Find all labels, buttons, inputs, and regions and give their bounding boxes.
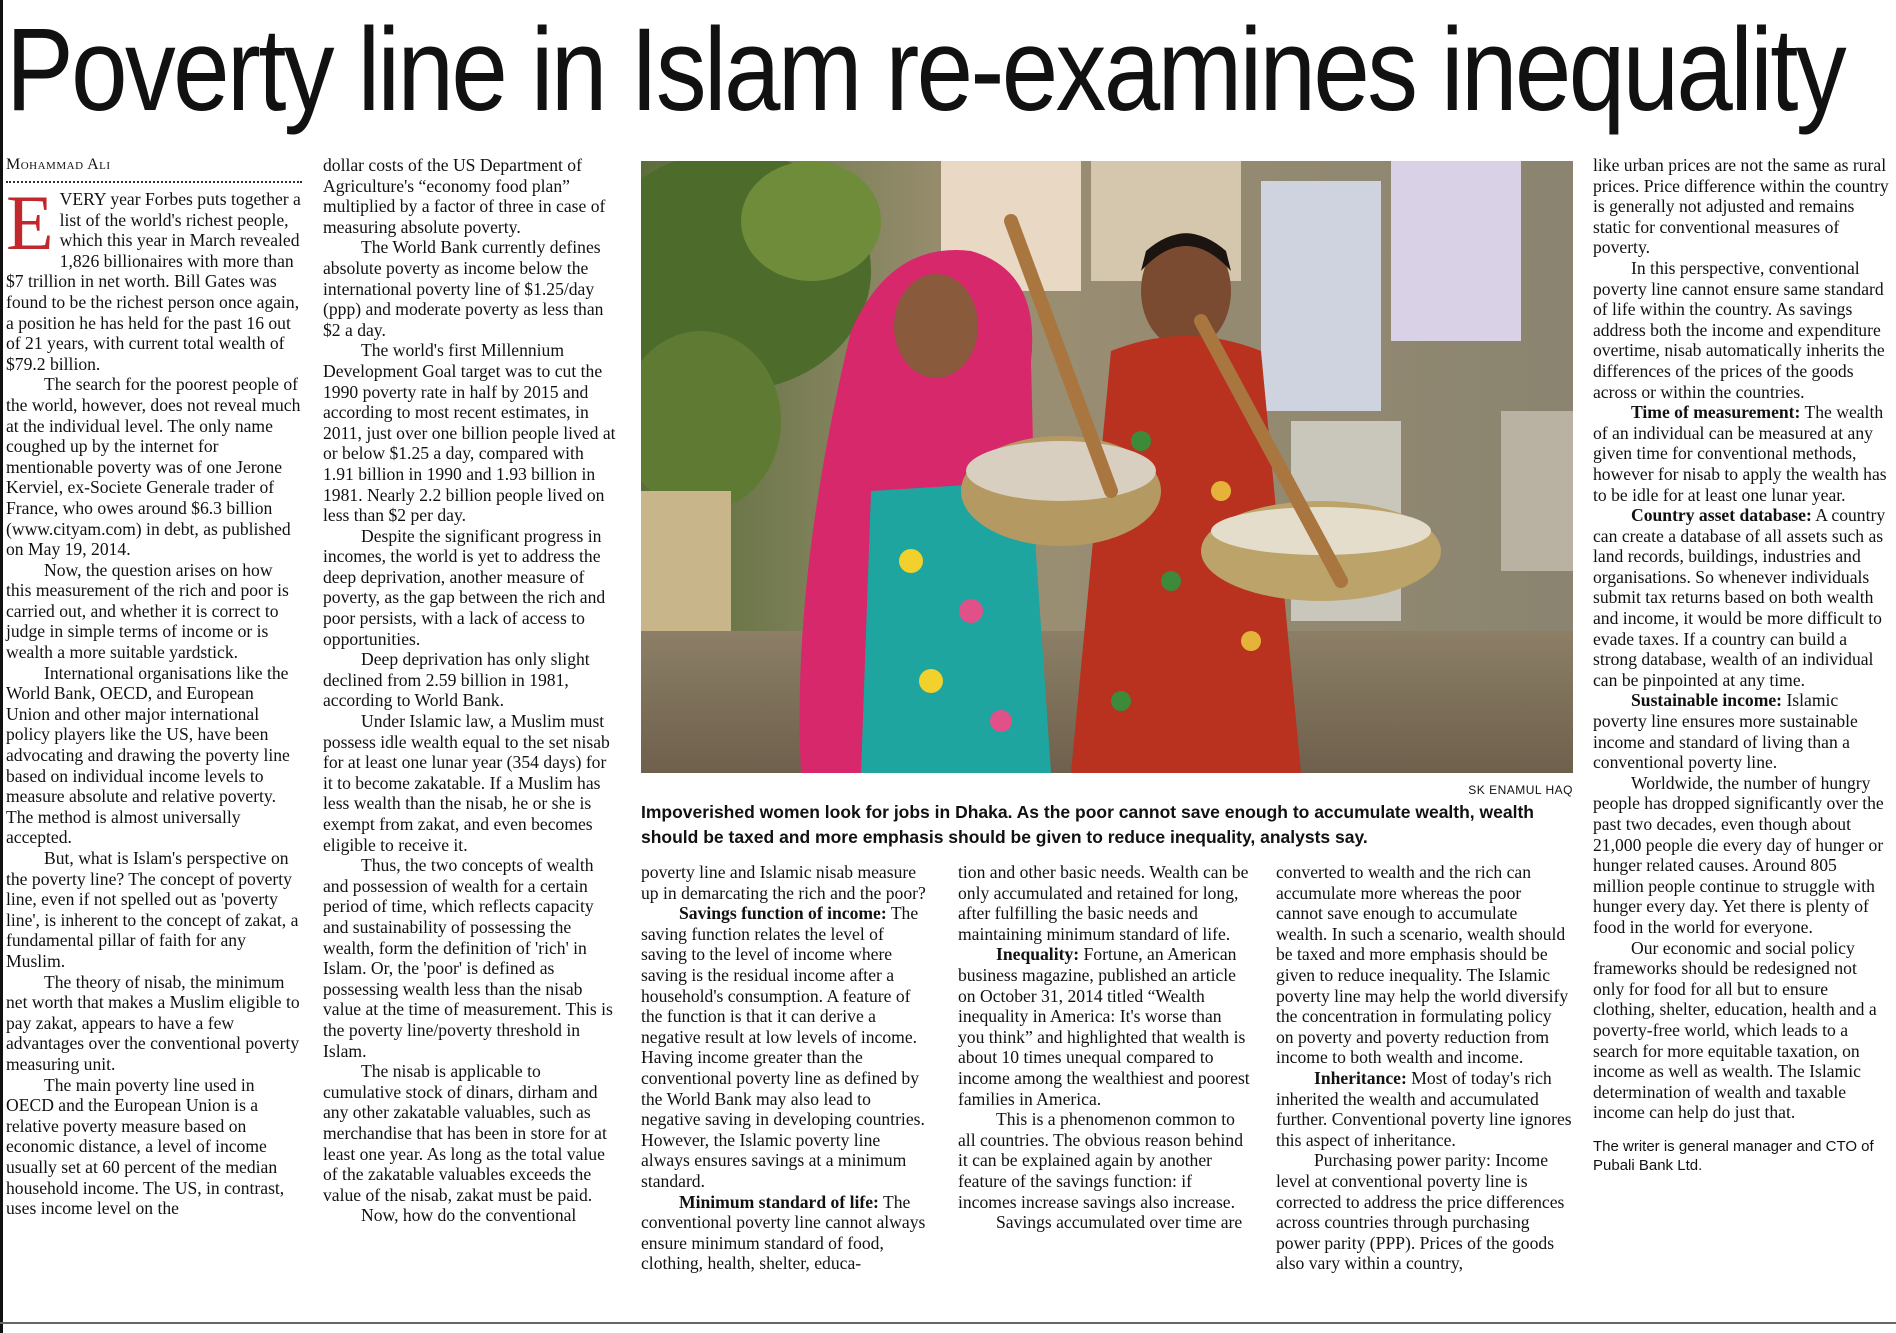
subhead: Minimum standard of life: [679, 1191, 879, 1212]
paragraph: Inheritance: Most of today's rich inherited the wealth and accumulated further. Conventional poverty line ignores this aspect of inheritance. [1276, 1067, 1572, 1150]
paragraph: The search for the poorest people of the world, however, does not reveal much at the individual level. The only name coughed up by the internet for mentionable poverty was of one Jerone Kerviel, ex-Societe Generale trader of France, who owes around $6.3 billion (www.cityam.com) in debt, as published on May 19, 2014. [6, 374, 301, 560]
subhead: Savings function of income: [679, 903, 887, 924]
paragraph: In this perspective, conventional poverty line cannot ensure same standard of life within the country. As savings address both the income and expenditure overtime, nisab automatically inherits the differences of the prices of the goods across or within the countries. [1593, 257, 1885, 402]
subhead: Inequality: [996, 944, 1080, 965]
paragraph: like urban prices are not the same as rural prices. Price difference within the country is generally not adjusted and remains static for conventional measures of poverty. [1593, 155, 1889, 258]
column-6 [1593, 155, 1890, 1175]
subhead: Inheritance: [1314, 1067, 1407, 1088]
paragraph: Purchasing power parity: Income level at conventional poverty line is corrected to address the price differences across countries through purchasing power parity (PPP). Prices of the goods also vary within a country, [1276, 1150, 1565, 1274]
paragraph: Sustainable income: Islamic poverty line ensures more sustainable income and standard of living than a conventional poverty line. [1593, 690, 1858, 773]
photo-credit: SK ENAMUL HAQ [1468, 783, 1573, 797]
paragraph: The world's first Millennium Development Goal target was to cut the 1990 poverty rate in half by 2015 and according to most recent estimates, in 2011, just over one billion people lived at or below $1.25 a day, compared with 1.91 billion in 1990 and 1.93 billion in 1981. Nearly 2.2 billion people lived on less than $2 per day. [323, 340, 616, 526]
paragraph: Inequality: Fortune, an American business magazine, published an article on October 31, 2014 titled “Wealth inequality in America: It's worse than you think” and highlighted that wealth is about 10 times unequal compared to income among the wealthiest and poorest families in America. [958, 944, 1250, 1109]
paragraph: Now, how do the conventional [361, 1205, 577, 1226]
paragraph: International organisations like the World Bank, OECD, and European Union and other major international policy players like the US, have been advocating and drawing the poverty line based on individual income levels to measure absolute and relative poverty. The method is almost universally accepted. [6, 662, 290, 848]
column-5 [1276, 862, 1572, 1274]
paragraph: This is a phenomenon common to all countries. The obvious reason behind it can be explained again by another feature of the savings function: if incomes increase savings also increase. [958, 1109, 1244, 1212]
paragraph: The main poverty line used in OECD and the European Union is a relative poverty measure based on economic distance, a level of income usually set at 60 percent of the median household income. The US, in contrast, uses income level on the [6, 1074, 285, 1219]
paragraph: The nisab is applicable to cumulative stock of dinars, dirham and any other zakatable valuables, such as merchandise that has been in store for at least one year. As long as the total value of the zakatable valuables exceeds the value of the nisab, zakat must be paid. [323, 1061, 607, 1205]
paragraph: Time of measurement: The wealth of an individual can be measured at any given time for conventional methods, however for nisab to apply the wealth has to be idle for at least one lunar year. [1593, 402, 1887, 505]
paragraph: Savings accumulated over time are [996, 1212, 1243, 1233]
subhead: Time of measurement: [1631, 402, 1801, 423]
paragraph: Worldwide, the number of hungry people has dropped significantly over the past two decades, even though about 21,000 people die every day of hunger or hunger related causes. Around 805 million people continue to struggle with hunger every day. Yet there is plenty of food in the world for everyone. [1593, 772, 1884, 937]
paragraph: converted to wealth and the rich can accumulate more whereas the poor cannot save enough to accumulate wealth. In such a scenario, wealth should be taxed and more emphasis should be given to reduce inequality. The Islamic poverty line may help the world diversify the concentration in formulating policy on poverty and poverty reduction from income to both wealth and income. [1276, 862, 1569, 1068]
page-bottom-rule [0, 1322, 1896, 1324]
paragraph: tion and other basic needs. Wealth can be only accumulated and retained for long, after fulfilling the basic needs and maintaining minimum standard of life. [958, 862, 1249, 944]
subhead: Country asset database: [1631, 505, 1812, 526]
byline: Mohammad Ali [6, 155, 302, 183]
paragraph: dollar costs of the US Department of Agriculture's “economy food plan” multiplied by a factor of three in case of measuring absolute poverty. [323, 155, 606, 237]
news-photo [641, 161, 1573, 773]
photo-illustration [641, 161, 1573, 773]
paragraph: Under Islamic law, a Muslim must possess idle wealth equal to the set nisab for at least one lunar year (354 days) for it to become zakatable. If a Muslim has less wealth than the nisab, he or she is exempt from zakat, and even becomes eligible to receive it. [323, 711, 610, 855]
headline: Poverty line in Islam re-examines inequality [6, 4, 1844, 136]
paragraph: The World Bank currently defines absolute poverty as income below the international poverty line of $1.25/day (ppp) and moderate poverty as less than $2 a day. [323, 237, 604, 340]
paragraph: Despite the significant progress in incomes, the world is yet to address the deep deprivation, another measure of poverty, as the gap between the rich and poor persists, with a lack of access to opportunities. [323, 525, 606, 649]
paragraph: But, what is Islam's perspective on the poverty line? The concept of poverty line, even if not spelled out as 'poverty line', is inherent to the concept of zakat, a fundamental pillar of faith for any Muslim. [6, 848, 299, 971]
column-4 [958, 862, 1252, 1233]
drop-cap: E [6, 179, 54, 266]
paragraph: Our economic and social policy frameworks should be redesigned not only for food for all but to ensure clothing, shelter, education, health and a poverty-free world, which leads to a search for more equitable taxation, on income as well as wealth. The Islamic determination of wealth and taxable income can help do just that. [1593, 937, 1877, 1123]
subhead: Sustainable income: [1631, 690, 1783, 711]
author-note: The writer is general manager and CTO of Pubali Bank Ltd. [1593, 1137, 1874, 1174]
column-1 [6, 155, 302, 1219]
column-3 [641, 862, 931, 1274]
page-left-rule [0, 0, 3, 1333]
photo-caption: Impoverished women look for jobs in Dhaka. As the poor cannot save enough to accumulate wealth, wealth should be taxed and more emphasis should be given to reduce inequality, analysts say. [641, 802, 1534, 847]
paragraph: EVERY year Forbes puts together a list of the world's richest people, which this year in March revealed 1,826 billionaires with more than $7 trillion in net worth. Bill Gates was found to be the richest person once again, a position he has held for the past 16 out of 21 years, with current total wealth of $79.2 billion. [6, 179, 301, 374]
paragraph: Now, the question arises on how this measurement of the rich and poor is carried out, and whether it is correct to judge in simple terms of income or is wealth a more suitable yardstick. [6, 559, 289, 663]
paragraph: The theory of nisab, the minimum net worth that makes a Muslim eligible to pay zakat, appears to have a few advantages over the conventional poverty measuring unit. [6, 971, 300, 1074]
paragraph: Savings function of income: The saving function relates the level of saving to the level of income where saving is the residual income after a household's consumption. A feature of the function is that it can derive a negative result at low levels of income. Having income greater than the conventional poverty line as defined by the World Bank may also lead to negative saving in developing countries. However, the Islamic poverty line always ensures savings at a minimum standard. [641, 903, 925, 1191]
paragraph: poverty line and Islamic nisab measure up in demarcating the rich and the poor? [641, 862, 926, 903]
paragraph: Country asset database: A country can create a database of all assets such as land records, buildings, industries and organisations. So whenever individuals submit tax returns based on both wealth and income, it would be more difficult to evade taxes. If a country can build a strong database, wealth of an individual can be pinpointed at any time. [1593, 505, 1886, 690]
paragraph: Thus, the two concepts of wealth and possession of wealth for a certain period of time, which reflects capacity and sustainability of possessing the wealth, form the definition of 'rich' in Islam. Or, the 'poor' is defined as possessing wealth less than the nisab value at the time of measurement. This is the poverty line/poverty threshold in Islam. [323, 855, 613, 1061]
column-2 [323, 155, 617, 1226]
paragraph: Minimum standard of life: The conventional poverty line cannot always ensure minimum standard of food, clothing, health, shelter, educa- [641, 1191, 926, 1274]
paragraph: Deep deprivation has only slight declined from 2.59 billion in 1981, according to World Bank. [323, 649, 590, 711]
